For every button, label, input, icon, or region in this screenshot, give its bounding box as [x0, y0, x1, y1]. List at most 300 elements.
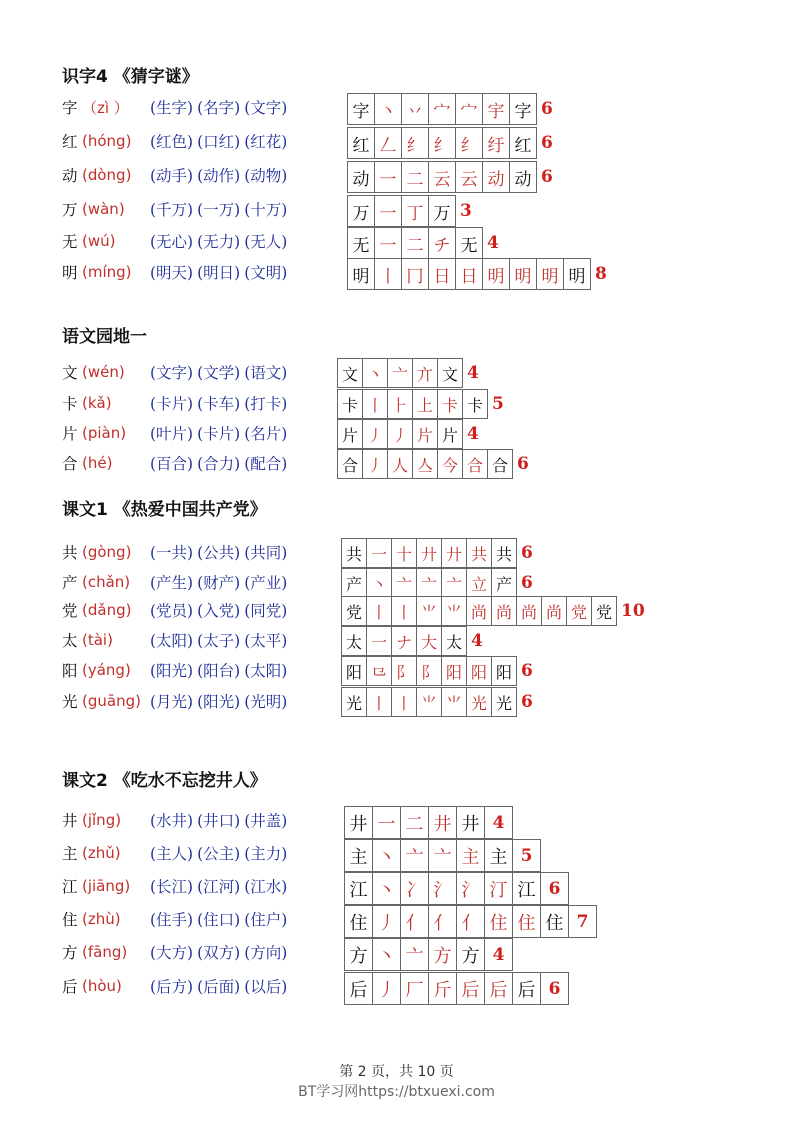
stroke-order-grid — [337, 358, 479, 388]
stroke-cell-character: 合 — [337, 449, 363, 479]
stroke-step-cell: 亻 — [428, 905, 457, 938]
word-list — [150, 571, 287, 593]
stroke-step-cell: ⺌ — [441, 687, 467, 717]
stroke-step-cell: 动 — [509, 161, 537, 193]
stroke-step-cell: 卡 — [437, 389, 463, 419]
word: (住户) — [244, 911, 288, 929]
stroke-count: 4 — [484, 938, 513, 971]
character-row — [62, 92, 287, 122]
stroke-step-cell: 宀 — [455, 93, 483, 125]
word: (一共) — [150, 544, 194, 562]
stroke-step-cell: 氵 — [456, 872, 485, 905]
stroke-step-cell: 丨 — [362, 389, 388, 419]
stroke-cell-character: 主 — [344, 839, 373, 872]
pinyin: (chǎn) — [82, 573, 131, 591]
pinyin: (kǎ) — [82, 394, 112, 412]
stroke-count: 6 — [541, 133, 553, 153]
stroke-step-cell: 丶 — [372, 938, 401, 971]
stroke-step-cell: 立 — [466, 568, 492, 598]
word: (合力) — [197, 455, 241, 473]
stroke-step-cell: 尚 — [516, 596, 542, 626]
word: (卡片) — [150, 395, 194, 413]
stroke-step-cell: 丿 — [387, 419, 413, 449]
character: 后 — [62, 978, 78, 996]
word-list — [150, 975, 287, 997]
stroke-order-grid — [341, 687, 533, 717]
stroke-count: 8 — [595, 264, 607, 284]
stroke-cell-character: 红 — [347, 127, 375, 159]
stroke-step-cell: 卡 — [462, 389, 488, 419]
word: (太平) — [244, 632, 288, 650]
stroke-step-cell: 文 — [437, 358, 463, 388]
stroke-step-cell: 党 — [591, 596, 617, 626]
section-title: 语文园地一 — [62, 327, 147, 347]
word: (公主) — [197, 845, 241, 863]
word: (明日) — [197, 264, 241, 282]
character-row — [62, 448, 287, 478]
word: (红花) — [244, 133, 288, 151]
character-row — [62, 686, 287, 716]
word: (无人) — [244, 233, 288, 251]
stroke-step-cell: 亠 — [428, 839, 457, 872]
word-list — [150, 452, 287, 474]
stroke-step-cell: 明 — [563, 258, 591, 290]
stroke-cell-character: 万 — [347, 195, 375, 227]
character: 光 — [62, 693, 78, 711]
stroke-step-cell: 亠 — [416, 568, 442, 598]
character-row — [62, 595, 287, 625]
stroke-count: 4 — [487, 233, 499, 253]
stroke-cell-character: 方 — [344, 938, 373, 971]
stroke-order-grid — [337, 449, 529, 479]
footer-site: BT学习网https://btxuexi.com — [298, 1084, 495, 1100]
stroke-step-cell: 合 — [462, 449, 488, 479]
stroke-step-cell: 亼 — [412, 449, 438, 479]
stroke-step-cell: 尚 — [491, 596, 517, 626]
stroke-step-cell: 亠 — [391, 568, 417, 598]
character: 无 — [62, 233, 78, 251]
word: (太子) — [197, 632, 241, 650]
stroke-order-grid — [341, 656, 533, 686]
stroke-count: 5 — [492, 394, 504, 414]
pinyin: （zì ） — [82, 98, 129, 117]
stroke-step-cell: 二 — [401, 227, 429, 259]
stroke-step-cell: 云 — [455, 161, 483, 193]
stroke-count: 6 — [521, 573, 533, 593]
character-row — [62, 388, 287, 418]
stroke-step-cell: 一 — [374, 195, 402, 227]
word-list — [150, 690, 287, 712]
stroke-step-cell: 亠 — [387, 358, 413, 388]
word: (双方) — [197, 944, 241, 962]
stroke-order-grid — [341, 626, 483, 656]
stroke-step-cell: 阳 — [491, 656, 517, 686]
pinyin: (zhǔ) — [82, 844, 121, 862]
character: 太 — [62, 632, 78, 650]
stroke-step-cell: 无 — [455, 227, 483, 259]
word-list — [150, 361, 287, 383]
stroke-step-cell: 方 — [456, 938, 485, 971]
character-row — [62, 805, 287, 835]
word: (一万) — [197, 201, 241, 219]
stroke-step-cell: 廾 — [416, 538, 442, 568]
stroke-step-cell: 丨 — [366, 687, 392, 717]
footer-page-number: 第 2 页，共 10 页 — [339, 1064, 454, 1080]
stroke-cell-character: 共 — [341, 538, 367, 568]
character-row — [62, 625, 287, 655]
stroke-step-cell: 一 — [372, 806, 401, 839]
stroke-step-cell: 方 — [428, 938, 457, 971]
stroke-step-cell: 纡 — [482, 127, 510, 159]
stroke-step-cell: 厂 — [400, 972, 429, 1005]
stroke-step-cell: 亣 — [412, 358, 438, 388]
stroke-step-cell: ⺌ — [416, 596, 442, 626]
word: (公共) — [197, 544, 241, 562]
word: (入党) — [197, 602, 241, 620]
word: (百合) — [150, 455, 194, 473]
character: 红 — [62, 133, 78, 151]
stroke-order-grid — [341, 596, 645, 626]
stroke-step-cell: 光 — [466, 687, 492, 717]
stroke-step-cell: 亻 — [400, 905, 429, 938]
stroke-step-cell: 丶 — [366, 568, 392, 598]
character-row — [62, 160, 287, 190]
pinyin: (wú) — [82, 232, 116, 250]
stroke-step-cell: 阳 — [441, 656, 467, 686]
section-title: 课文2 《吃水不忘挖井人》 — [62, 771, 267, 791]
stroke-cell-character: 光 — [341, 687, 367, 717]
stroke-step-cell: 氵 — [428, 872, 457, 905]
stroke-step-cell: 汀 — [484, 872, 513, 905]
word: (产业) — [244, 574, 288, 592]
stroke-step-cell: 万 — [428, 195, 456, 227]
pinyin: (piàn) — [82, 424, 127, 442]
stroke-cell-character: 片 — [337, 419, 363, 449]
stroke-step-cell: 动 — [482, 161, 510, 193]
stroke-step-cell: 一 — [366, 538, 392, 568]
stroke-step-cell: 十 — [391, 538, 417, 568]
stroke-step-cell: 阳 — [466, 656, 492, 686]
character: 主 — [62, 845, 78, 863]
stroke-cell-character: 井 — [344, 806, 373, 839]
word: (文学) — [197, 364, 241, 382]
stroke-step-cell: 后 — [456, 972, 485, 1005]
pinyin: (gòng) — [82, 543, 132, 561]
stroke-step-cell: 二 — [401, 161, 429, 193]
word: (月光) — [150, 693, 194, 711]
character-row — [62, 904, 287, 934]
stroke-step-cell: 廾 — [441, 538, 467, 568]
word: (后面) — [197, 978, 241, 996]
stroke-step-cell: 宀 — [428, 93, 456, 125]
word: (文明) — [244, 264, 288, 282]
word-list — [150, 809, 287, 831]
word-list — [150, 422, 287, 444]
stroke-step-cell: 日 — [455, 258, 483, 290]
character: 井 — [62, 812, 78, 830]
word: (主力) — [244, 845, 288, 863]
stroke-step-cell: 丿 — [362, 449, 388, 479]
word: (太阳) — [150, 632, 194, 650]
stroke-count: 6 — [521, 661, 533, 681]
stroke-step-cell: 冂 — [401, 258, 429, 290]
pinyin: (jiāng) — [82, 877, 131, 895]
stroke-cell-character: 产 — [341, 568, 367, 598]
word: (文字) — [244, 99, 288, 117]
word-list — [150, 629, 287, 651]
character-row — [62, 194, 287, 224]
word: (共同) — [244, 544, 288, 562]
word: (住口) — [197, 911, 241, 929]
stroke-step-cell: 丨 — [374, 258, 402, 290]
stroke-cell-character: 明 — [347, 258, 375, 290]
stroke-step-cell: 片 — [412, 419, 438, 449]
stroke-step-cell: 丨 — [391, 687, 417, 717]
stroke-step-cell: 明 — [536, 258, 564, 290]
character: 明 — [62, 264, 78, 282]
character: 字 — [62, 99, 78, 117]
stroke-step-cell: 住 — [512, 905, 541, 938]
pinyin: (hóng) — [82, 132, 132, 150]
word: (名字) — [197, 99, 241, 117]
word: (生字) — [150, 99, 194, 117]
character: 党 — [62, 602, 78, 620]
stroke-step-cell: 后 — [484, 972, 513, 1005]
stroke-step-cell: ナ — [391, 626, 417, 656]
stroke-step-cell: 冫 — [400, 872, 429, 905]
stroke-step-cell: 一 — [374, 227, 402, 259]
stroke-order-grid — [347, 127, 553, 159]
word: (住手) — [150, 911, 194, 929]
stroke-count: 6 — [521, 692, 533, 712]
stroke-order-grid — [347, 258, 607, 290]
stroke-step-cell: 丶 — [362, 358, 388, 388]
character: 合 — [62, 455, 78, 473]
word: (文字) — [150, 364, 194, 382]
pinyin: (fāng) — [82, 943, 128, 961]
pinyin: (dǎng) — [82, 601, 132, 619]
stroke-step-cell: 上 — [412, 389, 438, 419]
word-list — [150, 392, 287, 414]
word-list — [150, 599, 287, 621]
word: (卡片) — [197, 425, 241, 443]
stroke-step-cell: 共 — [491, 538, 517, 568]
pinyin: (hòu) — [82, 977, 122, 995]
word: (动手) — [150, 167, 194, 185]
stroke-count: 10 — [621, 601, 645, 621]
word: (主人) — [150, 845, 194, 863]
word: (党员) — [150, 602, 194, 620]
stroke-step-cell: 云 — [428, 161, 456, 193]
character-row — [62, 357, 287, 387]
word: (阳光) — [197, 693, 241, 711]
stroke-step-cell: 大 — [416, 626, 442, 656]
word-list — [150, 130, 287, 152]
character-row — [62, 257, 287, 287]
pinyin: (zhù) — [82, 910, 121, 928]
word-list — [150, 908, 287, 930]
stroke-step-cell: 明 — [509, 258, 537, 290]
stroke-cell-character: 后 — [344, 972, 373, 1005]
stroke-step-cell: 一 — [374, 161, 402, 193]
pinyin: (míng) — [82, 263, 132, 281]
stroke-step-cell: 丿 — [362, 419, 388, 449]
stroke-step-cell: 丶 — [374, 93, 402, 125]
stroke-step-cell: ⺊ — [387, 389, 413, 419]
character-row — [62, 567, 287, 597]
word: (长江) — [150, 878, 194, 896]
character: 片 — [62, 425, 78, 443]
stroke-step-cell: 丨 — [366, 596, 392, 626]
stroke-cell-character: 字 — [347, 93, 375, 125]
stroke-step-cell: 斤 — [428, 972, 457, 1005]
character: 卡 — [62, 395, 78, 413]
stroke-step-cell: 产 — [491, 568, 517, 598]
stroke-step-cell: 纟 — [455, 127, 483, 159]
stroke-step-cell: 丁 — [401, 195, 429, 227]
stroke-cell-character: 文 — [337, 358, 363, 388]
word: (井盖) — [244, 812, 288, 830]
stroke-cell-character: 无 — [347, 227, 375, 259]
stroke-count: 4 — [484, 806, 513, 839]
stroke-order-grid — [347, 161, 553, 193]
stroke-step-cell: 字 — [509, 93, 537, 125]
stroke-step-cell: 江 — [512, 872, 541, 905]
stroke-step-cell: 住 — [484, 905, 513, 938]
stroke-step-cell: 丷 — [401, 93, 429, 125]
word-list — [150, 96, 287, 118]
stroke-step-cell: 丨 — [391, 596, 417, 626]
character-row — [62, 226, 287, 256]
stroke-count: 6 — [521, 543, 533, 563]
word-list — [150, 198, 287, 220]
stroke-step-cell: 纟 — [428, 127, 456, 159]
stroke-step-cell: 丿 — [372, 972, 401, 1005]
character: 住 — [62, 911, 78, 929]
stroke-step-cell: ⺌ — [416, 687, 442, 717]
stroke-order-grid — [341, 538, 533, 568]
word: (井口) — [197, 812, 241, 830]
stroke-order-grid — [341, 568, 533, 598]
stroke-order-grid — [344, 872, 569, 905]
stroke-order-grid — [347, 93, 553, 125]
stroke-step-cell: 二 — [400, 806, 429, 839]
stroke-cell-character: 阳 — [341, 656, 367, 686]
stroke-order-grid — [344, 905, 597, 938]
stroke-cell-character: 江 — [344, 872, 373, 905]
character: 共 — [62, 544, 78, 562]
pinyin: (yáng) — [82, 661, 131, 679]
section-title: 课文1 《热爱中国共产党》 — [62, 500, 267, 520]
stroke-step-cell: 丶 — [372, 872, 401, 905]
stroke-step-cell: 后 — [512, 972, 541, 1005]
stroke-step-cell: 片 — [437, 419, 463, 449]
stroke-step-cell: 尚 — [541, 596, 567, 626]
word: (阳台) — [197, 662, 241, 680]
word: (叶片) — [150, 425, 194, 443]
word: (后方) — [150, 978, 194, 996]
stroke-step-cell: 主 — [456, 839, 485, 872]
word: (卡车) — [197, 395, 241, 413]
pinyin: (wàn) — [82, 200, 125, 218]
stroke-step-cell: チ — [428, 227, 456, 259]
pinyin: (guāng) — [82, 692, 141, 710]
stroke-count: 6 — [541, 167, 553, 187]
stroke-count: 7 — [568, 905, 597, 938]
character-row — [62, 655, 287, 685]
stroke-step-cell: 一 — [366, 626, 392, 656]
stroke-count: 4 — [471, 631, 483, 651]
word-list — [150, 941, 287, 963]
word: (财产) — [197, 574, 241, 592]
stroke-step-cell: 亠 — [400, 938, 429, 971]
word-list — [150, 842, 287, 864]
stroke-cell-character: 住 — [344, 905, 373, 938]
character: 万 — [62, 201, 78, 219]
stroke-step-cell: 井 — [428, 806, 457, 839]
word: (打卡) — [244, 395, 288, 413]
stroke-step-cell: ⺌ — [441, 596, 467, 626]
word-list — [150, 261, 287, 283]
stroke-step-cell: 主 — [484, 839, 513, 872]
stroke-step-cell: 住 — [540, 905, 569, 938]
stroke-cell-character: 太 — [341, 626, 367, 656]
stroke-step-cell: 今 — [437, 449, 463, 479]
word: (以后) — [244, 978, 288, 996]
stroke-step-cell: 𠃋 — [374, 127, 402, 159]
stroke-order-grid — [344, 839, 541, 872]
stroke-order-grid — [347, 195, 472, 227]
stroke-cell-character: 党 — [341, 596, 367, 626]
word: (大方) — [150, 944, 194, 962]
word: (阳光) — [150, 662, 194, 680]
word-list — [150, 541, 287, 563]
stroke-cell-character: 动 — [347, 161, 375, 193]
word: (江河) — [197, 878, 241, 896]
character-row — [62, 871, 287, 901]
stroke-step-cell: 宇 — [482, 93, 510, 125]
stroke-count: 6 — [540, 872, 569, 905]
stroke-order-grid — [344, 972, 569, 1005]
word-list — [150, 875, 287, 897]
word: (语文) — [244, 364, 288, 382]
section-title: 识字4 《猜字谜》 — [62, 67, 199, 87]
word: (明天) — [150, 264, 194, 282]
character-row — [62, 537, 287, 567]
stroke-count: 6 — [541, 99, 553, 119]
stroke-cell-character: 卡 — [337, 389, 363, 419]
stroke-order-grid — [344, 806, 513, 839]
stroke-step-cell: 亠 — [400, 839, 429, 872]
character: 阳 — [62, 662, 78, 680]
word: (无力) — [197, 233, 241, 251]
stroke-step-cell: 井 — [456, 806, 485, 839]
pinyin: (wén) — [82, 363, 125, 381]
character: 方 — [62, 944, 78, 962]
stroke-count: 6 — [517, 454, 529, 474]
stroke-step-cell: 党 — [566, 596, 592, 626]
pinyin: (tài) — [82, 631, 113, 649]
word: (十万) — [244, 201, 288, 219]
character-row — [62, 838, 287, 868]
word: (千万) — [150, 201, 194, 219]
stroke-order-grid — [344, 938, 513, 971]
stroke-order-grid — [337, 389, 504, 419]
word: (光明) — [244, 693, 288, 711]
footer — [0, 1062, 793, 1102]
word: (无心) — [150, 233, 194, 251]
stroke-step-cell: 人 — [387, 449, 413, 479]
